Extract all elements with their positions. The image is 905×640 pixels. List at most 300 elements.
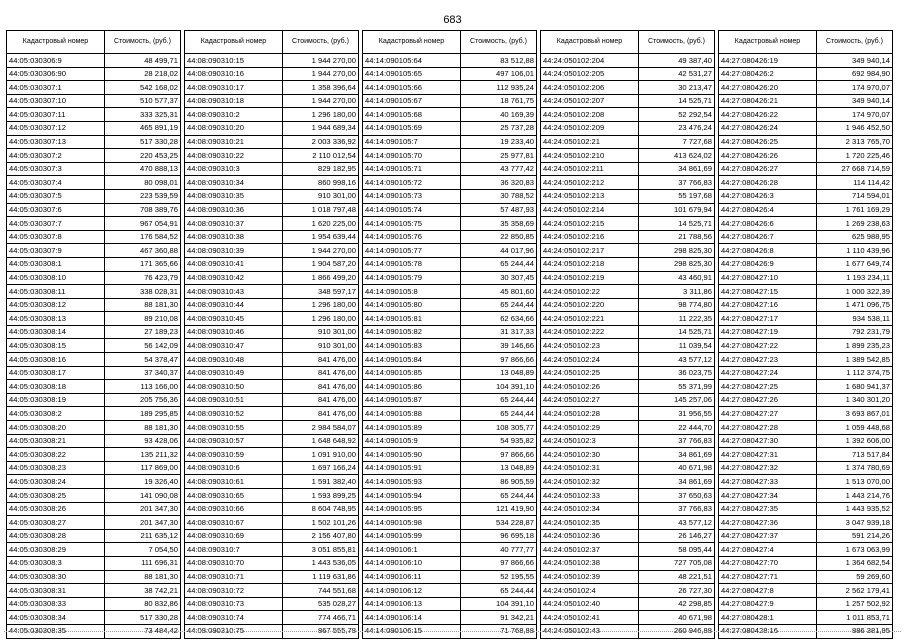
cost-cell: 11 039,54	[639, 339, 715, 353]
cadastral-number-cell: 44:27:080427:31	[719, 448, 817, 462]
cadastral-number-cell: 44:27:080426:28	[719, 176, 817, 190]
cost-cell: 201 347,30	[105, 502, 181, 516]
cadastral-number-cell: 44:24:050102:209	[541, 121, 639, 135]
cost-cell: 36 023,75	[639, 366, 715, 380]
cost-cell: 89 210,08	[105, 312, 181, 326]
cadastral-number-cell: 44:24:050102:25	[541, 366, 639, 380]
cadastral-number-cell: 44:24:050102:206	[541, 81, 639, 95]
cadastral-number-cell: 44:05:030308:28	[7, 529, 105, 543]
cost-cell: 1 112 374,75	[817, 366, 893, 380]
cost-cell: 910 301,00	[283, 339, 359, 353]
cost-cell: 910 301,00	[283, 189, 359, 203]
cadastral-number-cell: 44:24:050102:43	[541, 624, 639, 638]
cadastral-number-cell: 44:14:090105:99	[363, 529, 461, 543]
cost-cell: 37 650,63	[639, 489, 715, 503]
cadastral-number-cell: 44:08:090310:74	[185, 611, 283, 625]
cadastral-number-cell: 44:24:050102:215	[541, 217, 639, 231]
cadastral-number-cell: 44:05:030308:16	[7, 353, 105, 367]
cost-cell: 42 531,27	[639, 67, 715, 81]
table-row	[541, 448, 715, 462]
cadastral-number-cell: 44:08:090310:38	[185, 230, 283, 244]
cost-cell: 338 028,31	[105, 285, 181, 299]
cadastral-number-cell: 44:14:090105:88	[363, 407, 461, 421]
cost-cell: 65 244,44	[461, 584, 537, 598]
table-row	[363, 189, 537, 203]
cost-cell: 65 244,44	[461, 298, 537, 312]
table-row	[7, 94, 181, 108]
cadastral-number-cell: 44:05:030308:30	[7, 570, 105, 584]
table-row	[541, 217, 715, 231]
cadastral-number-cell: 44:24:050102:222	[541, 325, 639, 339]
cadastral-number-cell: 44:27:080426:27	[719, 162, 817, 176]
cost-cell: 8 604 748,95	[283, 502, 359, 516]
table-row	[719, 475, 893, 489]
cadastral-number-cell: 44:24:050102:219	[541, 271, 639, 285]
cadastral-number-cell: 44:05:030307:2	[7, 149, 105, 163]
cadastral-number-cell: 44:05:030307:9	[7, 244, 105, 258]
cadastral-number-cell: 44:14:090105:91	[363, 461, 461, 475]
table-row	[7, 489, 181, 503]
cadastral-number-cell: 44:24:050102:26	[541, 380, 639, 394]
column-header-cost: Стоимость, (руб.)	[639, 31, 715, 54]
cadastral-number-cell: 44:14:090105:87	[363, 393, 461, 407]
cadastral-table-2	[184, 30, 359, 639]
table-row	[363, 339, 537, 353]
cadastral-number-cell: 44:14:090105:86	[363, 380, 461, 394]
cadastral-number-cell: 44:14:090106:12	[363, 584, 461, 598]
cadastral-number-cell: 44:05:030308:20	[7, 421, 105, 435]
cost-cell: 591 214,26	[817, 529, 893, 543]
cost-cell: 1 720 225,46	[817, 149, 893, 163]
table-row	[185, 611, 359, 625]
table-row	[185, 121, 359, 135]
cost-cell: 37 766,83	[639, 176, 715, 190]
cadastral-number-cell: 44:27:080426:21	[719, 94, 817, 108]
cadastral-number-cell: 44:27:080427:34	[719, 489, 817, 503]
cost-cell: 71 768,88	[461, 624, 537, 638]
cost-cell: 98 774,80	[639, 298, 715, 312]
table-row	[7, 257, 181, 271]
cadastral-number-cell: 44:27:080426:6	[719, 217, 817, 231]
cost-cell: 7 054,50	[105, 543, 181, 557]
table-row	[185, 448, 359, 462]
cadastral-number-cell: 44:05:030308:17	[7, 366, 105, 380]
cadastral-number-cell: 44:14:090106:10	[363, 556, 461, 570]
table-row	[363, 448, 537, 462]
table-row	[541, 312, 715, 326]
cost-cell: 19 326,40	[105, 475, 181, 489]
cost-cell: 28 218,02	[105, 67, 181, 81]
cost-cell: 1 374 780,69	[817, 461, 893, 475]
cadastral-number-cell: 44:14:090106:15	[363, 624, 461, 638]
cost-cell: 26 146,27	[639, 529, 715, 543]
cost-cell: 11 222,35	[639, 312, 715, 326]
table-row	[185, 54, 359, 68]
cost-cell: 829 182,95	[283, 162, 359, 176]
column-header-number: Кадастровый номер	[7, 31, 105, 54]
cost-cell: 1 364 682,54	[817, 556, 893, 570]
cost-cell: 58 095,44	[639, 543, 715, 557]
table-row	[7, 54, 181, 68]
table-row	[185, 230, 359, 244]
cost-cell: 43 777,42	[461, 162, 537, 176]
table-row	[7, 353, 181, 367]
table-row	[185, 461, 359, 475]
table-row	[185, 475, 359, 489]
cadastral-number-cell: 44:08:090310:69	[185, 529, 283, 543]
cost-cell: 108 305,77	[461, 421, 537, 435]
cadastral-number-cell: 44:08:090310:43	[185, 285, 283, 299]
cadastral-number-cell: 44:08:090310:52	[185, 407, 283, 421]
cadastral-number-cell: 44:14:090105:90	[363, 448, 461, 462]
cadastral-number-cell: 44:08:090310:49	[185, 366, 283, 380]
cost-cell: 26 727,30	[639, 584, 715, 598]
table-row	[719, 516, 893, 530]
cadastral-number-cell: 44:14:090105:82	[363, 325, 461, 339]
cadastral-number-cell: 44:05:030308:29	[7, 543, 105, 557]
cost-cell: 1 443 935,52	[817, 502, 893, 516]
table-row	[541, 584, 715, 598]
table-row	[7, 325, 181, 339]
cost-cell: 1 680 941,37	[817, 380, 893, 394]
cost-cell: 1 673 063,99	[817, 543, 893, 557]
table-row	[541, 298, 715, 312]
cost-cell: 13 048,89	[461, 366, 537, 380]
cost-cell: 62 634,66	[461, 312, 537, 326]
cost-cell: 2 984 584,07	[283, 421, 359, 435]
table-row	[719, 502, 893, 516]
table-row	[541, 108, 715, 122]
table-row	[363, 366, 537, 380]
table-row	[541, 611, 715, 625]
cadastral-number-cell: 44:24:050102:216	[541, 230, 639, 244]
cadastral-number-cell: 44:05:030308:12	[7, 298, 105, 312]
cost-cell: 1 011 853,71	[817, 611, 893, 625]
table-row	[363, 489, 537, 503]
cost-cell: 14 525,71	[639, 217, 715, 231]
cost-cell: 727 705,08	[639, 556, 715, 570]
cost-cell: 88 181,30	[105, 298, 181, 312]
cadastral-number-cell: 44:27:080428:16	[719, 624, 817, 638]
cadastral-number-cell: 44:14:090105:95	[363, 502, 461, 516]
table-row	[541, 461, 715, 475]
cost-cell: 56 142,09	[105, 339, 181, 353]
cost-cell: 43 577,12	[639, 353, 715, 367]
table-row	[363, 434, 537, 448]
cost-cell: 1 389 542,85	[817, 353, 893, 367]
cost-cell: 22 444,70	[639, 421, 715, 435]
cost-cell: 1 471 096,75	[817, 298, 893, 312]
cadastral-number-cell: 44:08:090310:66	[185, 502, 283, 516]
cost-cell: 1 000 322,39	[817, 285, 893, 299]
cost-cell: 30 213,47	[639, 81, 715, 95]
cost-cell: 1 392 606,00	[817, 434, 893, 448]
cost-cell: 93 428,06	[105, 434, 181, 448]
cost-cell: 1 593 899,25	[283, 489, 359, 503]
cadastral-number-cell: 44:14:090105:64	[363, 54, 461, 68]
cost-cell: 43 460,91	[639, 271, 715, 285]
cadastral-number-cell: 44:14:090105:77	[363, 244, 461, 258]
table-row	[363, 461, 537, 475]
cadastral-number-cell: 44:14:090105:65	[363, 67, 461, 81]
table-row	[363, 244, 537, 258]
table-row	[541, 135, 715, 149]
cost-cell: 97 866,66	[461, 448, 537, 462]
cost-cell: 1 110 439,96	[817, 244, 893, 258]
table-row	[363, 393, 537, 407]
cost-cell: 1 899 235,23	[817, 339, 893, 353]
cost-cell: 2 562 179,41	[817, 584, 893, 598]
cadastral-number-cell: 44:24:050102:40	[541, 597, 639, 611]
table-row	[719, 529, 893, 543]
cadastral-number-cell: 44:24:050102:36	[541, 529, 639, 543]
cadastral-number-cell: 44:24:050102:4	[541, 584, 639, 598]
cost-cell: 1 944 270,00	[283, 94, 359, 108]
column-header-cost: Стоимость, (руб.)	[105, 31, 181, 54]
cadastral-number-cell: 44:05:030308:33	[7, 597, 105, 611]
cadastral-number-cell: 44:27:080427:19	[719, 325, 817, 339]
cost-cell: 113 166,00	[105, 380, 181, 394]
cadastral-number-cell: 44:24:050102:218	[541, 257, 639, 271]
cadastral-number-cell: 44:05:030307:10	[7, 94, 105, 108]
table-row	[719, 94, 893, 108]
table-row	[363, 285, 537, 299]
cost-cell: 52 292,54	[639, 108, 715, 122]
cadastral-number-cell: 44:14:090105:66	[363, 81, 461, 95]
table-row	[541, 570, 715, 584]
cost-cell: 39 146,66	[461, 339, 537, 353]
table-row	[185, 189, 359, 203]
table-row	[7, 162, 181, 176]
cadastral-number-cell: 44:27:080427:15	[719, 285, 817, 299]
table-row	[719, 135, 893, 149]
cost-cell: 3 311,86	[639, 285, 715, 299]
table-row	[719, 312, 893, 326]
cost-cell: 333 325,31	[105, 108, 181, 122]
cost-cell: 37 766,83	[639, 434, 715, 448]
cost-cell: 349 940,14	[817, 54, 893, 68]
table-row	[363, 121, 537, 135]
cost-cell: 135 211,32	[105, 448, 181, 462]
cost-cell: 83 512,88	[461, 54, 537, 68]
cadastral-number-cell: 44:08:090310:21	[185, 135, 283, 149]
cadastral-number-cell: 44:27:080427:37	[719, 529, 817, 543]
table-row	[541, 230, 715, 244]
table-row	[185, 176, 359, 190]
cost-cell: 48 499,71	[105, 54, 181, 68]
cadastral-number-cell: 44:08:090310:51	[185, 393, 283, 407]
cadastral-number-cell: 44:05:030307:1	[7, 81, 105, 95]
cost-cell: 25 977,81	[461, 149, 537, 163]
cadastral-number-cell: 44:24:050102:205	[541, 67, 639, 81]
cost-cell: 517 330,28	[105, 611, 181, 625]
table-row	[7, 611, 181, 625]
table-row	[363, 312, 537, 326]
cost-cell: 841 476,00	[283, 407, 359, 421]
table-row	[7, 529, 181, 543]
cadastral-table-5	[718, 30, 893, 639]
cost-cell: 517 330,28	[105, 135, 181, 149]
table-row	[7, 543, 181, 557]
cadastral-number-cell: 44:05:030308:18	[7, 380, 105, 394]
cost-cell: 104 391,10	[461, 597, 537, 611]
table-row	[541, 325, 715, 339]
cadastral-number-cell: 44:08:090310:75	[185, 624, 283, 638]
table-row	[541, 543, 715, 557]
table-row	[719, 121, 893, 135]
cost-cell: 841 476,00	[283, 366, 359, 380]
cadastral-table-3	[362, 30, 537, 639]
cost-cell: 104 391,10	[461, 380, 537, 394]
cost-cell: 1 904 587,20	[283, 257, 359, 271]
cost-cell: 1 443 536,05	[283, 556, 359, 570]
cadastral-number-cell: 44:05:030306:9	[7, 54, 105, 68]
cadastral-number-cell: 44:05:030308:25	[7, 489, 105, 503]
cost-cell: 1 059 448,68	[817, 421, 893, 435]
cost-cell: 3 051 855,81	[283, 543, 359, 557]
table-row	[719, 543, 893, 557]
table-row	[363, 108, 537, 122]
cadastral-number-cell: 44:24:050102:217	[541, 244, 639, 258]
cost-cell: 349 940,14	[817, 94, 893, 108]
cadastral-number-cell: 44:08:090310:73	[185, 597, 283, 611]
column-header-cost: Стоимость, (руб.)	[283, 31, 359, 54]
cadastral-number-cell: 44:24:050102:31	[541, 461, 639, 475]
cadastral-number-cell: 44:27:080427:30	[719, 434, 817, 448]
cadastral-number-cell: 44:24:050102:22	[541, 285, 639, 299]
cadastral-number-cell: 44:27:080427:33	[719, 475, 817, 489]
table-row	[7, 67, 181, 81]
table-row	[719, 597, 893, 611]
cost-cell: 535 028,27	[283, 597, 359, 611]
cadastral-number-cell: 44:08:090310:7	[185, 543, 283, 557]
table-row	[185, 366, 359, 380]
column-header-cost: Стоимость, (руб.)	[817, 31, 893, 54]
table-row	[719, 393, 893, 407]
cadastral-number-cell: 44:14:090105:78	[363, 257, 461, 271]
cadastral-number-cell: 44:24:050102:21	[541, 135, 639, 149]
cost-cell: 14 525,71	[639, 94, 715, 108]
cost-cell: 713 517,84	[817, 448, 893, 462]
cadastral-number-cell: 44:24:050102:35	[541, 516, 639, 530]
cadastral-number-cell: 44:05:030307:7	[7, 217, 105, 231]
table-row	[185, 162, 359, 176]
cost-cell: 174 970,07	[817, 81, 893, 95]
cadastral-number-cell: 44:27:080426:25	[719, 135, 817, 149]
table-row	[719, 162, 893, 176]
cost-cell: 625 988,95	[817, 230, 893, 244]
cadastral-number-cell: 44:05:030308:24	[7, 475, 105, 489]
cadastral-number-cell: 44:08:090310:2	[185, 108, 283, 122]
table-row	[541, 529, 715, 543]
table-row	[719, 407, 893, 421]
table-row	[719, 584, 893, 598]
cost-cell: 792 231,79	[817, 325, 893, 339]
cost-cell: 3 693 867,01	[817, 407, 893, 421]
cost-cell: 23 476,24	[639, 121, 715, 135]
cadastral-number-cell: 44:27:080427:23	[719, 353, 817, 367]
table-row	[363, 543, 537, 557]
cost-cell: 1 091 910,00	[283, 448, 359, 462]
table-row	[541, 366, 715, 380]
cost-cell: 40 169,39	[461, 108, 537, 122]
table-row	[541, 54, 715, 68]
cadastral-number-cell: 44:08:090310:71	[185, 570, 283, 584]
cadastral-number-cell: 44:14:090105:89	[363, 421, 461, 435]
cost-cell: 841 476,00	[283, 353, 359, 367]
cost-cell: 1 443 214,76	[817, 489, 893, 503]
cost-cell: 43 577,12	[639, 516, 715, 530]
table-row	[541, 516, 715, 530]
table-row	[363, 407, 537, 421]
cost-cell: 260 946,88	[639, 624, 715, 638]
cadastral-number-cell: 44:05:030307:4	[7, 176, 105, 190]
cadastral-number-cell: 44:08:090310:70	[185, 556, 283, 570]
table-row	[185, 570, 359, 584]
table-row	[185, 271, 359, 285]
cadastral-number-cell: 44:08:090310:59	[185, 448, 283, 462]
cost-cell: 714 594,01	[817, 189, 893, 203]
table-row	[719, 54, 893, 68]
cost-cell: 101 679,94	[639, 203, 715, 217]
cadastral-number-cell: 44:05:030307:6	[7, 203, 105, 217]
column-header-number: Кадастровый номер	[541, 31, 639, 54]
cadastral-number-cell: 44:24:050102:210	[541, 149, 639, 163]
cost-cell: 1 502 101,26	[283, 516, 359, 530]
table-row	[541, 189, 715, 203]
cadastral-number-cell: 44:24:050102:214	[541, 203, 639, 217]
cadastral-number-cell: 44:27:080427:24	[719, 366, 817, 380]
cost-cell: 45 801,60	[461, 285, 537, 299]
cadastral-number-cell: 44:24:050102:32	[541, 475, 639, 489]
cost-cell: 96 695,18	[461, 529, 537, 543]
cadastral-number-cell: 44:14:090105:72	[363, 176, 461, 190]
cost-cell: 49 387,40	[639, 54, 715, 68]
cost-cell: 774 466,71	[283, 611, 359, 625]
cadastral-number-cell: 44:08:090310:65	[185, 489, 283, 503]
cadastral-number-cell: 44:27:080427:71	[719, 570, 817, 584]
table-row	[363, 353, 537, 367]
cadastral-number-cell: 44:27:080427:4	[719, 543, 817, 557]
cost-cell: 967 054,91	[105, 217, 181, 231]
table-row	[185, 135, 359, 149]
table-row	[7, 584, 181, 598]
table-row	[7, 244, 181, 258]
cadastral-number-cell: 44:05:030308:10	[7, 271, 105, 285]
table-row	[719, 81, 893, 95]
cadastral-number-cell: 44:27:080428:1	[719, 611, 817, 625]
table-row	[719, 448, 893, 462]
cost-cell: 97 866,66	[461, 556, 537, 570]
table-row	[541, 475, 715, 489]
cadastral-number-cell: 44:27:080427:16	[719, 298, 817, 312]
table-row	[719, 257, 893, 271]
cadastral-number-cell: 44:05:030308:34	[7, 611, 105, 625]
cadastral-number-cell: 44:14:090105:68	[363, 108, 461, 122]
cadastral-number-cell: 44:05:030308:15	[7, 339, 105, 353]
cost-cell: 145 257,06	[639, 393, 715, 407]
table-row	[719, 366, 893, 380]
cadastral-number-cell: 44:05:030307:12	[7, 121, 105, 135]
cadastral-number-cell: 44:24:050102:41	[541, 611, 639, 625]
cadastral-number-cell: 44:27:080427:8	[719, 584, 817, 598]
cost-cell: 1 257 502,92	[817, 597, 893, 611]
table-row	[185, 353, 359, 367]
cadastral-number-cell: 44:05:030308:23	[7, 461, 105, 475]
cadastral-number-cell: 44:05:030308:19	[7, 393, 105, 407]
table-row	[719, 489, 893, 503]
table-row	[541, 94, 715, 108]
